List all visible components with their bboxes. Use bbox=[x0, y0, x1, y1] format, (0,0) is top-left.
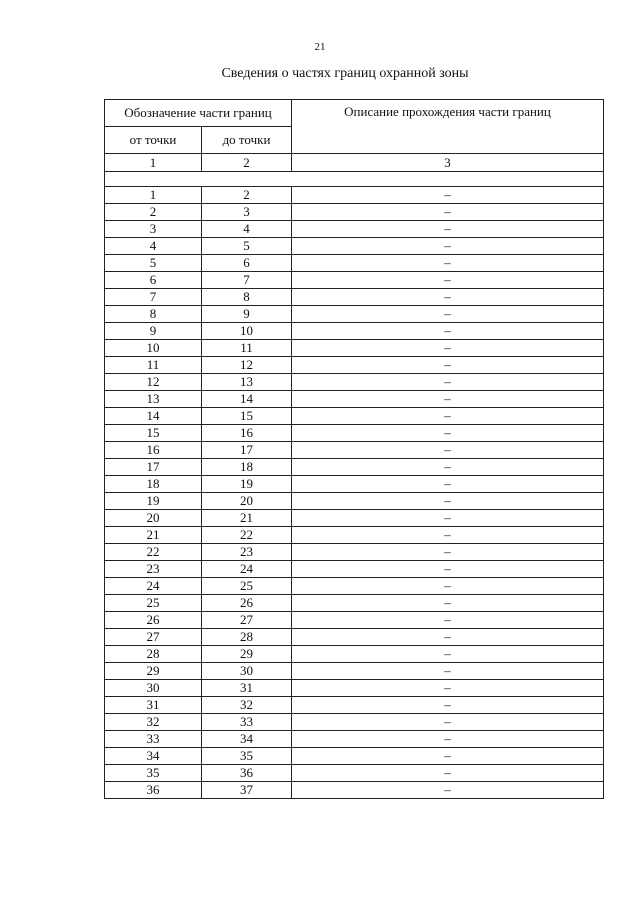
description-cell: – bbox=[292, 561, 604, 578]
table-row bbox=[105, 578, 604, 595]
table-row bbox=[105, 221, 604, 238]
description-cell: – bbox=[292, 272, 604, 289]
description-cell: – bbox=[292, 391, 604, 408]
from-point-cell: 16 bbox=[105, 442, 202, 459]
to-point-cell: 13 bbox=[202, 374, 292, 391]
from-point-cell: 24 bbox=[105, 578, 202, 595]
description-cell: – bbox=[292, 459, 604, 476]
to-point-cell: 28 bbox=[202, 629, 292, 646]
from-point-cell: 33 bbox=[105, 731, 202, 748]
to-point-cell: 9 bbox=[202, 306, 292, 323]
to-point-cell: 26 bbox=[202, 595, 292, 612]
table-row bbox=[105, 408, 604, 425]
table-row bbox=[105, 323, 604, 340]
to-point-cell: 37 bbox=[202, 782, 292, 799]
description-cell: – bbox=[292, 578, 604, 595]
description-cell: – bbox=[292, 408, 604, 425]
table-row bbox=[105, 357, 604, 374]
description-cell: – bbox=[292, 221, 604, 238]
description-cell: – bbox=[292, 765, 604, 782]
boundary-parts-table bbox=[104, 99, 604, 799]
from-point-cell: 9 bbox=[105, 323, 202, 340]
from-point-cell: 2 bbox=[105, 204, 202, 221]
to-point-cell: 2 bbox=[202, 187, 292, 204]
to-point-cell: 10 bbox=[202, 323, 292, 340]
from-point-cell: 27 bbox=[105, 629, 202, 646]
header-to-point: до точки bbox=[202, 127, 292, 154]
table-row bbox=[105, 187, 604, 204]
description-cell: – bbox=[292, 340, 604, 357]
to-point-cell: 3 bbox=[202, 204, 292, 221]
table-row bbox=[105, 612, 604, 629]
description-cell: – bbox=[292, 697, 604, 714]
from-point-cell: 22 bbox=[105, 544, 202, 561]
from-point-cell: 31 bbox=[105, 697, 202, 714]
to-point-cell: 22 bbox=[202, 527, 292, 544]
to-point-cell: 5 bbox=[202, 238, 292, 255]
table-row bbox=[105, 663, 604, 680]
description-cell: – bbox=[292, 612, 604, 629]
to-point-cell: 8 bbox=[202, 289, 292, 306]
to-point-cell: 30 bbox=[202, 663, 292, 680]
table-row bbox=[105, 714, 604, 731]
description-cell: – bbox=[292, 680, 604, 697]
from-point-cell: 3 bbox=[105, 221, 202, 238]
table-row bbox=[105, 782, 604, 799]
description-cell: – bbox=[292, 595, 604, 612]
description-cell: – bbox=[292, 323, 604, 340]
from-point-cell: 30 bbox=[105, 680, 202, 697]
from-point-cell: 11 bbox=[105, 357, 202, 374]
header-designation: Обозначение части границ bbox=[105, 100, 292, 127]
description-cell: – bbox=[292, 544, 604, 561]
from-point-cell: 18 bbox=[105, 476, 202, 493]
description-cell: – bbox=[292, 646, 604, 663]
to-point-cell: 15 bbox=[202, 408, 292, 425]
description-cell: – bbox=[292, 425, 604, 442]
description-cell: – bbox=[292, 357, 604, 374]
table-row bbox=[105, 493, 604, 510]
from-point-cell: 29 bbox=[105, 663, 202, 680]
table-row bbox=[105, 629, 604, 646]
description-cell: – bbox=[292, 629, 604, 646]
table-row bbox=[105, 595, 604, 612]
description-cell: – bbox=[292, 731, 604, 748]
from-point-cell: 32 bbox=[105, 714, 202, 731]
to-point-cell: 18 bbox=[202, 459, 292, 476]
description-cell: – bbox=[292, 476, 604, 493]
to-point-cell: 16 bbox=[202, 425, 292, 442]
to-point-cell: 12 bbox=[202, 357, 292, 374]
from-point-cell: 20 bbox=[105, 510, 202, 527]
table-row bbox=[105, 255, 604, 272]
table-body bbox=[105, 100, 604, 799]
to-point-cell: 23 bbox=[202, 544, 292, 561]
table-row bbox=[105, 425, 604, 442]
table-row bbox=[105, 510, 604, 527]
from-point-cell: 4 bbox=[105, 238, 202, 255]
to-point-cell: 36 bbox=[202, 765, 292, 782]
table-row bbox=[105, 289, 604, 306]
table-row bbox=[105, 748, 604, 765]
table-row bbox=[105, 544, 604, 561]
from-point-cell: 15 bbox=[105, 425, 202, 442]
to-point-cell: 20 bbox=[202, 493, 292, 510]
from-point-cell: 26 bbox=[105, 612, 202, 629]
table-row bbox=[105, 374, 604, 391]
from-point-cell: 19 bbox=[105, 493, 202, 510]
table-row bbox=[105, 680, 604, 697]
table-row bbox=[105, 646, 604, 663]
column-number-row bbox=[105, 154, 604, 172]
from-point-cell: 21 bbox=[105, 527, 202, 544]
to-point-cell: 19 bbox=[202, 476, 292, 493]
from-point-cell: 14 bbox=[105, 408, 202, 425]
description-cell: – bbox=[292, 255, 604, 272]
from-point-cell: 12 bbox=[105, 374, 202, 391]
column-number-1: 1 bbox=[105, 154, 202, 172]
table-row bbox=[105, 697, 604, 714]
to-point-cell: 29 bbox=[202, 646, 292, 663]
document-title: Сведения о частях границ охранной зоны bbox=[221, 66, 469, 81]
description-cell: – bbox=[292, 442, 604, 459]
description-cell: – bbox=[292, 527, 604, 544]
description-cell: – bbox=[292, 306, 604, 323]
table-row bbox=[105, 561, 604, 578]
column-number-3: 3 bbox=[292, 154, 604, 172]
from-point-cell: 23 bbox=[105, 561, 202, 578]
table-row bbox=[105, 306, 604, 323]
spacer-cell bbox=[105, 172, 604, 187]
table-row bbox=[105, 765, 604, 782]
table-row bbox=[105, 476, 604, 493]
description-cell: – bbox=[292, 374, 604, 391]
to-point-cell: 35 bbox=[202, 748, 292, 765]
from-point-cell: 1 bbox=[105, 187, 202, 204]
table-row bbox=[105, 731, 604, 748]
from-point-cell: 5 bbox=[105, 255, 202, 272]
spacer-row bbox=[105, 172, 604, 187]
from-point-cell: 10 bbox=[105, 340, 202, 357]
description-cell: – bbox=[292, 289, 604, 306]
to-point-cell: 14 bbox=[202, 391, 292, 408]
description-cell: – bbox=[292, 187, 604, 204]
table-row bbox=[105, 442, 604, 459]
from-point-cell: 25 bbox=[105, 595, 202, 612]
to-point-cell: 17 bbox=[202, 442, 292, 459]
table-row bbox=[105, 340, 604, 357]
description-cell: – bbox=[292, 510, 604, 527]
from-point-cell: 34 bbox=[105, 748, 202, 765]
to-point-cell: 7 bbox=[202, 272, 292, 289]
from-point-cell: 36 bbox=[105, 782, 202, 799]
to-point-cell: 24 bbox=[202, 561, 292, 578]
from-point-cell: 6 bbox=[105, 272, 202, 289]
table-row bbox=[105, 238, 604, 255]
to-point-cell: 25 bbox=[202, 578, 292, 595]
description-cell: – bbox=[292, 663, 604, 680]
description-cell: – bbox=[292, 493, 604, 510]
to-point-cell: 11 bbox=[202, 340, 292, 357]
header-row-1 bbox=[105, 100, 604, 127]
from-point-cell: 28 bbox=[105, 646, 202, 663]
description-cell: – bbox=[292, 204, 604, 221]
table-row bbox=[105, 527, 604, 544]
from-point-cell: 7 bbox=[105, 289, 202, 306]
to-point-cell: 27 bbox=[202, 612, 292, 629]
table-row bbox=[105, 272, 604, 289]
to-point-cell: 32 bbox=[202, 697, 292, 714]
description-cell: – bbox=[292, 782, 604, 799]
description-cell: – bbox=[292, 238, 604, 255]
table-row bbox=[105, 391, 604, 408]
description-cell: – bbox=[292, 714, 604, 731]
from-point-cell: 13 bbox=[105, 391, 202, 408]
from-point-cell: 17 bbox=[105, 459, 202, 476]
header-from-point: от точки bbox=[105, 127, 202, 154]
table-row bbox=[105, 204, 604, 221]
column-number-2: 2 bbox=[202, 154, 292, 172]
header-description: Описание прохождения части границ bbox=[292, 100, 604, 154]
to-point-cell: 34 bbox=[202, 731, 292, 748]
to-point-cell: 21 bbox=[202, 510, 292, 527]
description-cell: – bbox=[292, 748, 604, 765]
to-point-cell: 31 bbox=[202, 680, 292, 697]
from-point-cell: 8 bbox=[105, 306, 202, 323]
to-point-cell: 33 bbox=[202, 714, 292, 731]
to-point-cell: 6 bbox=[202, 255, 292, 272]
from-point-cell: 35 bbox=[105, 765, 202, 782]
table-row bbox=[105, 459, 604, 476]
to-point-cell: 4 bbox=[202, 221, 292, 238]
page-number: 21 bbox=[314, 41, 326, 53]
